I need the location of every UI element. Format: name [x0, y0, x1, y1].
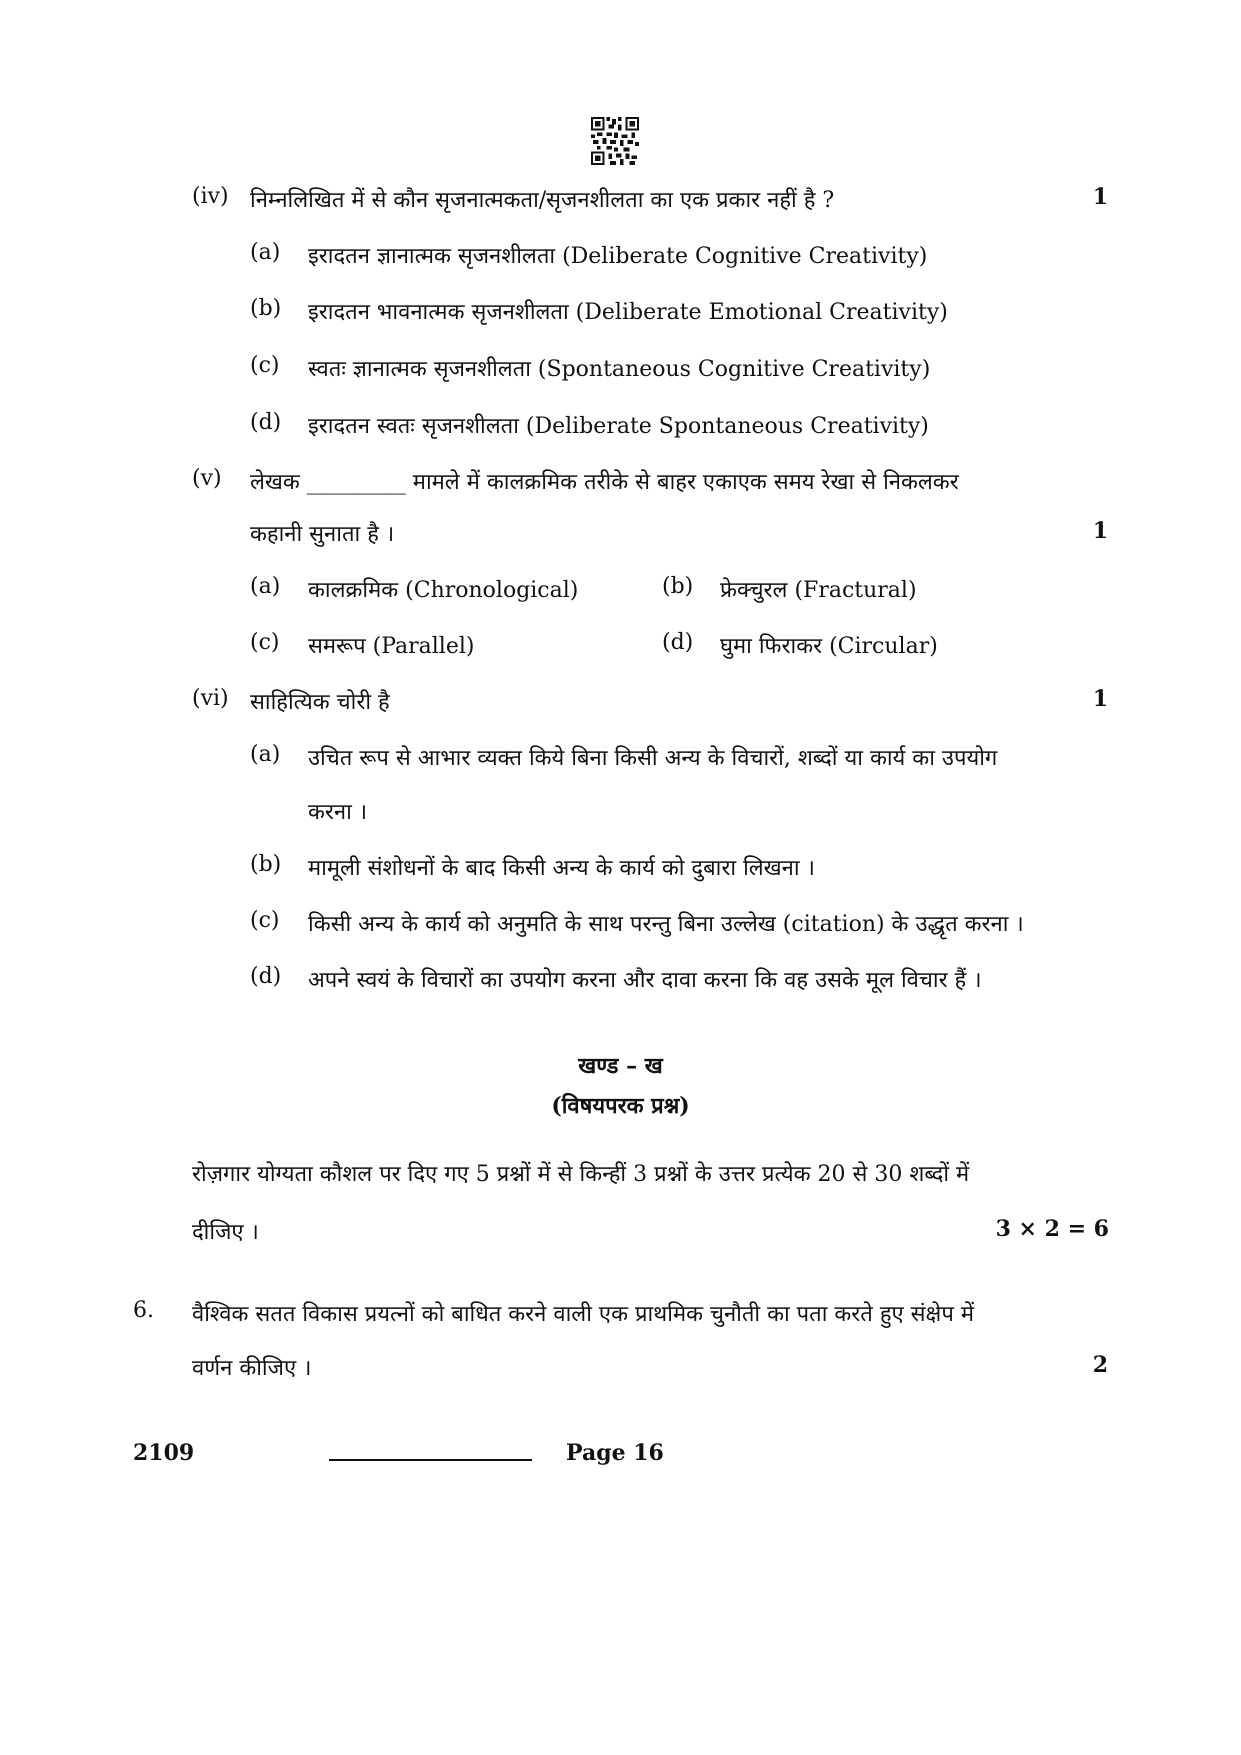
question-v-option-b-label: (b)	[662, 574, 694, 599]
question-v-option-c-text: समरूप (Parallel)	[308, 634, 475, 659]
question-iv-option-d-label: (d)	[250, 410, 282, 435]
question-iv-option-a-text: इरादतन ज्ञानात्मक सृजनशीलता (Deliberate Cognitive Creativity)	[308, 244, 928, 269]
question-v-option-c-label: (c)	[250, 630, 280, 655]
question-6-text-line2: वर्णन कीजिए ।	[192, 1356, 312, 1381]
question-vi-option-d-label: (d)	[250, 964, 282, 989]
question-v-option-a-text: कालक्रमिक (Chronological)	[308, 578, 579, 603]
question-6-number: 6.	[133, 1298, 154, 1323]
question-v-text-line2: कहानी सुनाता है ।	[250, 522, 395, 547]
question-iv-option-d-text: इरादतन स्वतः सृजनशीलता (Deliberate Spontaneous Creativity)	[308, 414, 929, 439]
question-v-marks: 1	[1092, 518, 1108, 544]
question-v-option-d-text: घुमा फिराकर (Circular)	[720, 634, 938, 659]
section-instruction-line1: रोज़गार योग्यता कौशल पर दिए गए 5 प्रश्नों में से किन्हीं 3 प्रश्नों के उत्तर प्रत्येक 20 से 30 शब्दों में	[192, 1162, 970, 1187]
question-iv-option-a-label: (a)	[250, 240, 281, 265]
question-iv-option-b-label: (b)	[250, 296, 282, 321]
question-vi-option-c-label: (c)	[250, 908, 280, 933]
question-iv-option-c-label: (c)	[250, 353, 280, 378]
question-vi-option-a-label: (a)	[250, 742, 281, 767]
page-number: Page 16	[566, 1440, 664, 1466]
question-v-text-line1: लेखक _________ मामले में कालक्रमिक तरीके से बाहर एकाएक समय रेखा से निकलकर	[250, 470, 959, 495]
question-vi-number: (vi)	[192, 686, 229, 711]
question-iv-number: (iv)	[192, 184, 229, 209]
question-vi-marks: 1	[1092, 686, 1108, 712]
question-6-text-line1: वैश्विक सतत विकास प्रयत्नों को बाधित करने वाली एक प्राथमिक चुनौती का पता करते हुए संक्षेप में	[192, 1302, 974, 1327]
question-iv-text: निम्नलिखित में से कौन सृजनात्मकता/सृजनशीलता का एक प्रकार नहीं है ?	[250, 188, 835, 213]
question-iv-option-b-text: इरादतन भावनात्मक सृजनशीलता (Deliberate Emotional Creativity)	[308, 300, 948, 325]
question-vi-option-d-text: अपने स्वयं के विचारों का उपयोग करना और दावा करना कि वह उसके मूल विचार हैं ।	[308, 968, 982, 993]
question-v-option-a-label: (a)	[250, 574, 281, 599]
question-vi-option-a-text-line2: करना ।	[308, 800, 368, 825]
question-vi-option-b-text: मामूली संशोधनों के बाद किसी अन्य के कार्य को दुबारा लिखना ।	[308, 856, 815, 881]
question-iv-option-c-text: स्वतः ज्ञानात्मक सृजनशीलता (Spontaneous Cognitive Creativity)	[308, 357, 931, 382]
question-vi-text: साहित्यिक चोरी है	[250, 690, 390, 715]
section-title: खण्ड – ख	[578, 1053, 663, 1079]
question-6-marks: 2	[1092, 1352, 1108, 1378]
question-iv-marks: 1	[1092, 184, 1108, 210]
section-instruction-line2: दीजिए ।	[192, 1220, 259, 1245]
question-v-option-b-text: फ्रेक्चुरल (Fractural)	[720, 578, 917, 603]
question-vi-option-b-label: (b)	[250, 852, 282, 877]
footer-divider	[329, 1459, 532, 1461]
question-v-number: (v)	[192, 466, 222, 491]
question-vi-option-c-text: किसी अन्य के कार्य को अनुमति के साथ परन्तु बिना उल्लेख (citation) के उद्धृत करना ।	[308, 912, 1024, 937]
qr-code	[591, 117, 639, 165]
section-instruction-marks: 3 × 2 = 6	[995, 1216, 1109, 1242]
paper-code: 2109	[133, 1440, 195, 1466]
question-v-option-d-label: (d)	[662, 630, 694, 655]
question-vi-option-a-text-line1: उचित रूप से आभार व्यक्त किये बिना किसी अन्य के विचारों, शब्दों या कार्य का उपयोग	[308, 746, 998, 771]
section-subtitle: (विषयपरक प्रश्न)	[551, 1093, 690, 1119]
